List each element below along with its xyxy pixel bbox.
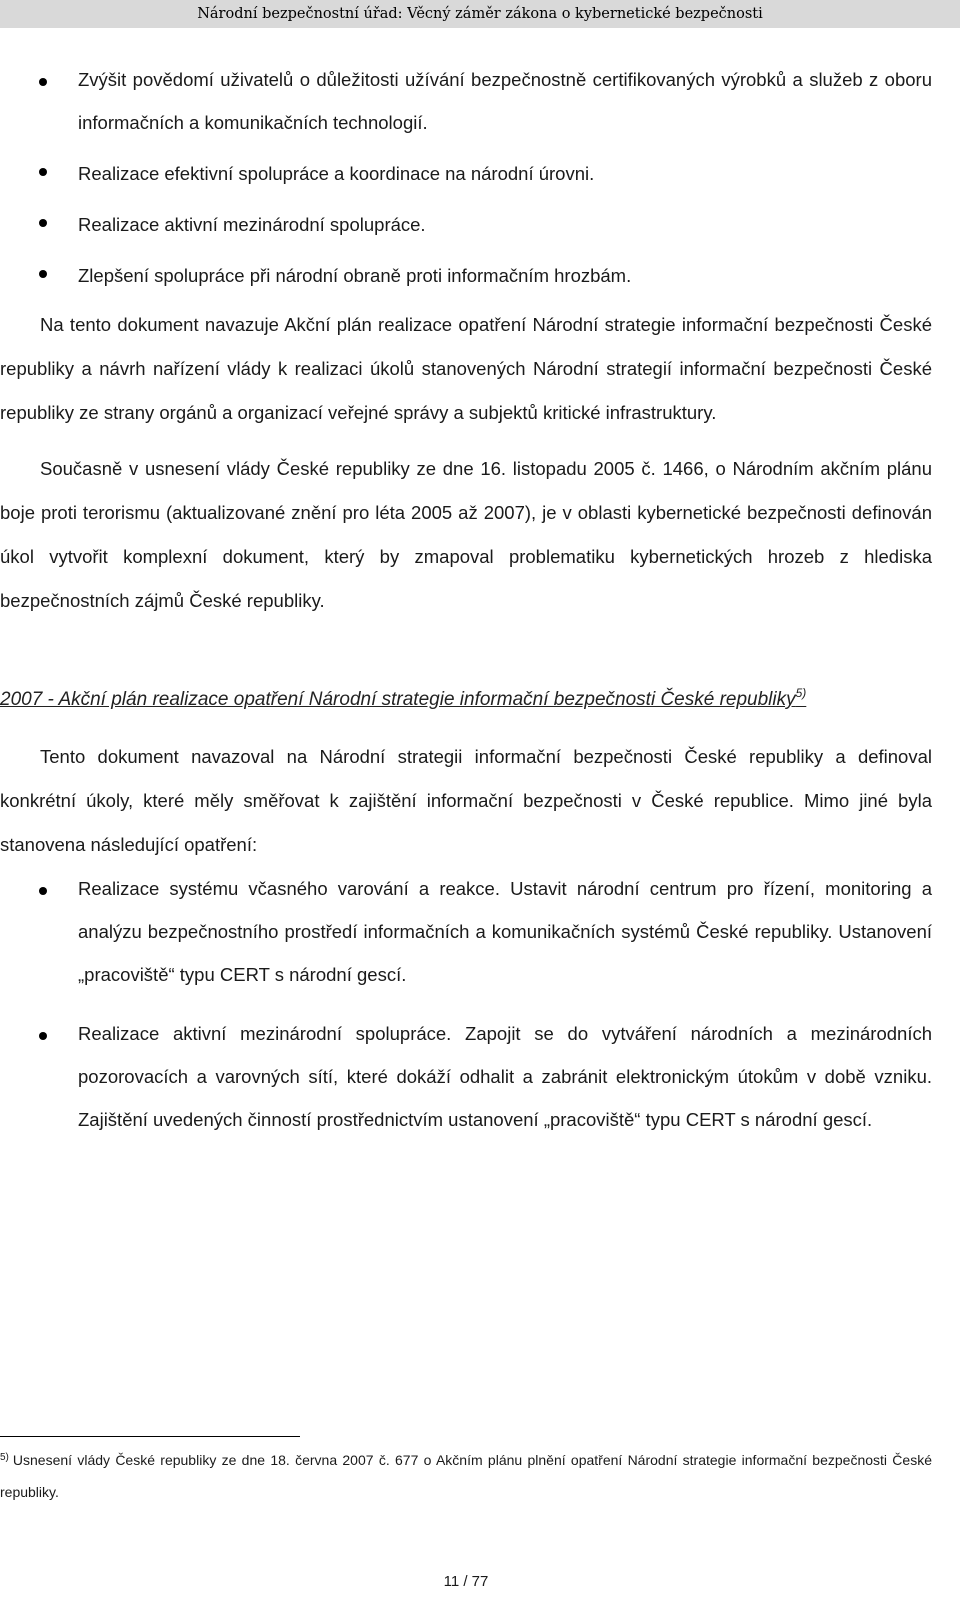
objectives-list xyxy=(0,58,932,301)
section-heading xyxy=(0,677,932,723)
footnote-separator xyxy=(0,1436,300,1437)
measures-list xyxy=(0,867,932,1141)
bullet-icon xyxy=(39,78,47,86)
page-number: 11 / 77 xyxy=(443,1573,489,1590)
footnote xyxy=(0,1444,932,1508)
document-header xyxy=(0,0,960,28)
page-content xyxy=(0,58,932,1157)
footnote-marker: 5) xyxy=(0,1452,9,1463)
section-heading-text: 2007 - Akční plán realizace opatření Národní strategie informační bezpečnosti České republiky xyxy=(0,689,796,710)
bullet-icon xyxy=(39,168,47,176)
paragraph-action-plan: Na tento dokument navazuje Akční plán realizace opatření Národní strategie informační bezpečnosti České republiky a návrh nařízení vlády k realizaci úkolů stanovených Národní strategií informační bezpečnosti České republiky ze strany orgánů a organizací veřejné správy a subjektů kritické infrastruktury. xyxy=(0,314,932,423)
footnote-text: Usnesení vlády České republiky ze dne 18. června 2007 č. 677 o Akčním plánu plnění opatření Národní strategie informační bezpečnosti České republiky. xyxy=(0,1452,932,1500)
header-title: Národní bezpečnostní úřad: Věcný záměr zákona o kybernetické bezpečnosti xyxy=(197,6,763,22)
list-item: Zvýšit povědomí uživatelů o důležitosti užívání bezpečnostně certifikovaných výrobků a služeb z oboru informačních a komunikačních technologií. xyxy=(0,58,932,144)
list-item: Realizace efektivní spolupráce a koordinace na národní úrovni. xyxy=(0,148,932,199)
bullet-icon xyxy=(39,1032,47,1040)
paragraph-government-resolution: Současně v usnesení vlády České republiky ze dne 16. listopadu 2005 č. 1466, o Národním akčním plánu boje proti terorismu (aktualizované znění pro léta 2005 až 2007), je v oblasti kybernetické bezpečnosti definován úkol vytvořit komplexní dokument, který by zmapoval problematiku kybernetických hrozeb z hlediska bezpečnostních zájmů České republiky. xyxy=(0,458,932,611)
section-intro: Tento dokument navazoval na Národní strategii informační bezpečnosti České republiky a definoval konkrétní úkoly, které měly směřovat k zajištění informační bezpečnosti v České republice. Mimo jiné byla stanovena následující opatření: xyxy=(0,746,932,855)
footnote-reference[interactable]: 5) xyxy=(795,686,807,700)
list-item: Realizace systému včasného varování a reakce. Ustavit národní centrum pro řízení, monitoring a analýzu bezpečnostního prostředí informačních a komunikačních systémů České republiky. Ustanovení „pracoviště“ typu CERT s národní gescí. xyxy=(0,867,932,996)
list-item: Zlepšení spolupráce při národní obraně proti informačním hrozbám. xyxy=(0,250,932,301)
bullet-icon xyxy=(39,270,47,278)
bullet-icon xyxy=(39,219,47,227)
list-item: Realizace aktivní mezinárodní spolupráce. xyxy=(0,199,932,250)
list-item: Realizace aktivní mezinárodní spolupráce. Zapojit se do vytváření národních a mezinárodních pozorovacích a varovných sítí, které dokáží odhalit a zabránit elektronickým útokům v době vzniku. Zajištění uvedených činností prostřednictvím ustanovení „pracoviště“ typu CERT s národní gescí. xyxy=(0,1012,932,1141)
bullet-icon xyxy=(39,887,47,895)
